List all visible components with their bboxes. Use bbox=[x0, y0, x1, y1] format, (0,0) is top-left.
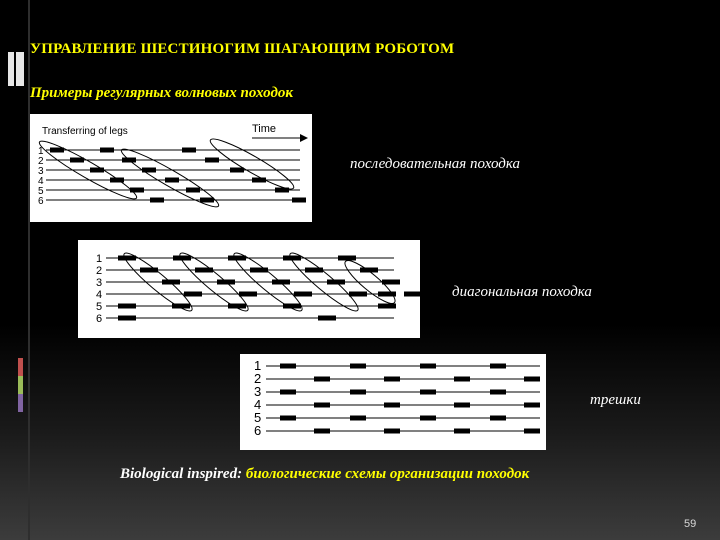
stance-dash bbox=[130, 188, 144, 193]
leg-number: 3 bbox=[38, 166, 44, 177]
stance-dash bbox=[454, 377, 470, 382]
leg-number: 2 bbox=[38, 156, 44, 167]
leg-number: 1 bbox=[254, 358, 262, 373]
stance-dash bbox=[490, 416, 506, 421]
leg-number: 4 bbox=[38, 176, 44, 187]
leg-number: 6 bbox=[254, 423, 262, 438]
stance-dash bbox=[118, 304, 136, 309]
stance-dash bbox=[100, 148, 114, 153]
caption-text: биологические схемы организации походок bbox=[242, 466, 530, 482]
stance-dash bbox=[70, 158, 84, 163]
stance-dash bbox=[118, 316, 136, 321]
slide-subtitle: Примеры регулярных волновых походок bbox=[30, 85, 293, 101]
caption-prefix: Biological inspired: bbox=[120, 466, 243, 482]
leg-number: 5 bbox=[254, 410, 262, 425]
stance-dash bbox=[118, 256, 136, 261]
leg-number: 4 bbox=[96, 289, 103, 301]
stance-dash bbox=[384, 429, 400, 434]
stance-dash bbox=[454, 403, 470, 408]
stance-dash bbox=[272, 280, 290, 285]
transferring-legend: Transferring of legs bbox=[42, 126, 128, 137]
leg-number: 1 bbox=[38, 146, 44, 157]
stance-dash bbox=[524, 429, 540, 434]
stance-dash bbox=[420, 364, 436, 369]
decor-accent-purple bbox=[18, 394, 23, 412]
side-rule bbox=[28, 0, 30, 540]
gait-diagram-diagonal bbox=[78, 240, 420, 338]
gait-diagram-tripod bbox=[240, 354, 546, 450]
stance-dash bbox=[360, 268, 378, 273]
leg-number: 4 bbox=[254, 397, 262, 412]
stance-dash bbox=[239, 292, 257, 297]
decor-bar-left bbox=[8, 52, 14, 86]
stance-dash bbox=[524, 377, 540, 382]
stance-dash bbox=[186, 188, 200, 193]
stance-dash bbox=[384, 377, 400, 382]
stance-dash bbox=[110, 178, 124, 183]
caption bbox=[120, 466, 529, 483]
gait-label-tripod: трешки bbox=[590, 392, 641, 408]
stance-dash bbox=[280, 416, 296, 421]
gait-diagram-tripod-svg bbox=[240, 354, 546, 450]
stance-dash bbox=[350, 364, 366, 369]
stance-dash bbox=[338, 256, 356, 261]
decor-accent-red bbox=[18, 358, 23, 376]
stance-dash bbox=[200, 198, 214, 203]
stance-dash bbox=[420, 390, 436, 395]
transfer-oval bbox=[206, 133, 297, 195]
stance-dash bbox=[280, 390, 296, 395]
stance-dash bbox=[350, 390, 366, 395]
stance-dash bbox=[50, 148, 64, 153]
stance-dash bbox=[314, 403, 330, 408]
time-arrow-head bbox=[300, 134, 308, 142]
leg-number: 1 bbox=[96, 253, 103, 265]
gait-1-lines bbox=[36, 133, 306, 213]
stance-dash bbox=[314, 377, 330, 382]
gait-diagram-sequential bbox=[30, 114, 312, 222]
gait-diagram-sequential-svg bbox=[30, 114, 312, 222]
stance-dash bbox=[162, 280, 180, 285]
stance-dash bbox=[384, 403, 400, 408]
stance-dash bbox=[182, 148, 196, 153]
stance-dash bbox=[283, 304, 301, 309]
leg-number: 3 bbox=[96, 277, 103, 289]
stance-dash bbox=[280, 364, 296, 369]
stance-dash bbox=[292, 198, 306, 203]
stance-dash bbox=[490, 390, 506, 395]
stance-dash bbox=[349, 292, 367, 297]
leg-number: 2 bbox=[254, 371, 262, 386]
stance-dash bbox=[524, 403, 540, 408]
stance-dash bbox=[318, 316, 336, 321]
gait-3-lines bbox=[254, 358, 540, 438]
stance-dash bbox=[228, 256, 246, 261]
stance-dash bbox=[165, 178, 179, 183]
stance-dash bbox=[150, 198, 164, 203]
stance-dash bbox=[184, 292, 202, 297]
leg-number: 3 bbox=[254, 384, 262, 399]
time-legend: Time bbox=[252, 123, 277, 135]
stance-dash bbox=[314, 429, 330, 434]
stance-dash bbox=[350, 416, 366, 421]
gait-diagram-diagonal-svg bbox=[78, 240, 420, 338]
stance-dash bbox=[420, 416, 436, 421]
stance-dash bbox=[230, 168, 244, 173]
stance-dash bbox=[454, 429, 470, 434]
stance-dash bbox=[205, 158, 219, 163]
stance-dash bbox=[90, 168, 104, 173]
stance-dash bbox=[490, 364, 506, 369]
decor-accent-green bbox=[18, 376, 23, 394]
stance-dash bbox=[382, 280, 400, 285]
stance-dash bbox=[294, 292, 312, 297]
stance-dash bbox=[378, 304, 396, 309]
decor-bar-right bbox=[16, 52, 24, 86]
gait-label-sequential: последовательная походка bbox=[350, 156, 521, 172]
leg-number: 6 bbox=[38, 196, 44, 207]
gait-2-lines bbox=[96, 248, 420, 325]
slide-title: УПРАВЛЕНИЕ ШЕСТИНОГИМ ШАГАЮЩИМ РОБОТОМ bbox=[30, 41, 455, 57]
leg-number: 2 bbox=[96, 265, 103, 277]
page-number: 59 bbox=[684, 518, 697, 530]
leg-number: 6 bbox=[96, 313, 103, 325]
leg-number: 5 bbox=[96, 301, 103, 313]
gait-label-diagonal: диагональная походка bbox=[452, 284, 592, 300]
leg-number: 5 bbox=[38, 186, 44, 197]
stance-dash bbox=[404, 292, 420, 297]
